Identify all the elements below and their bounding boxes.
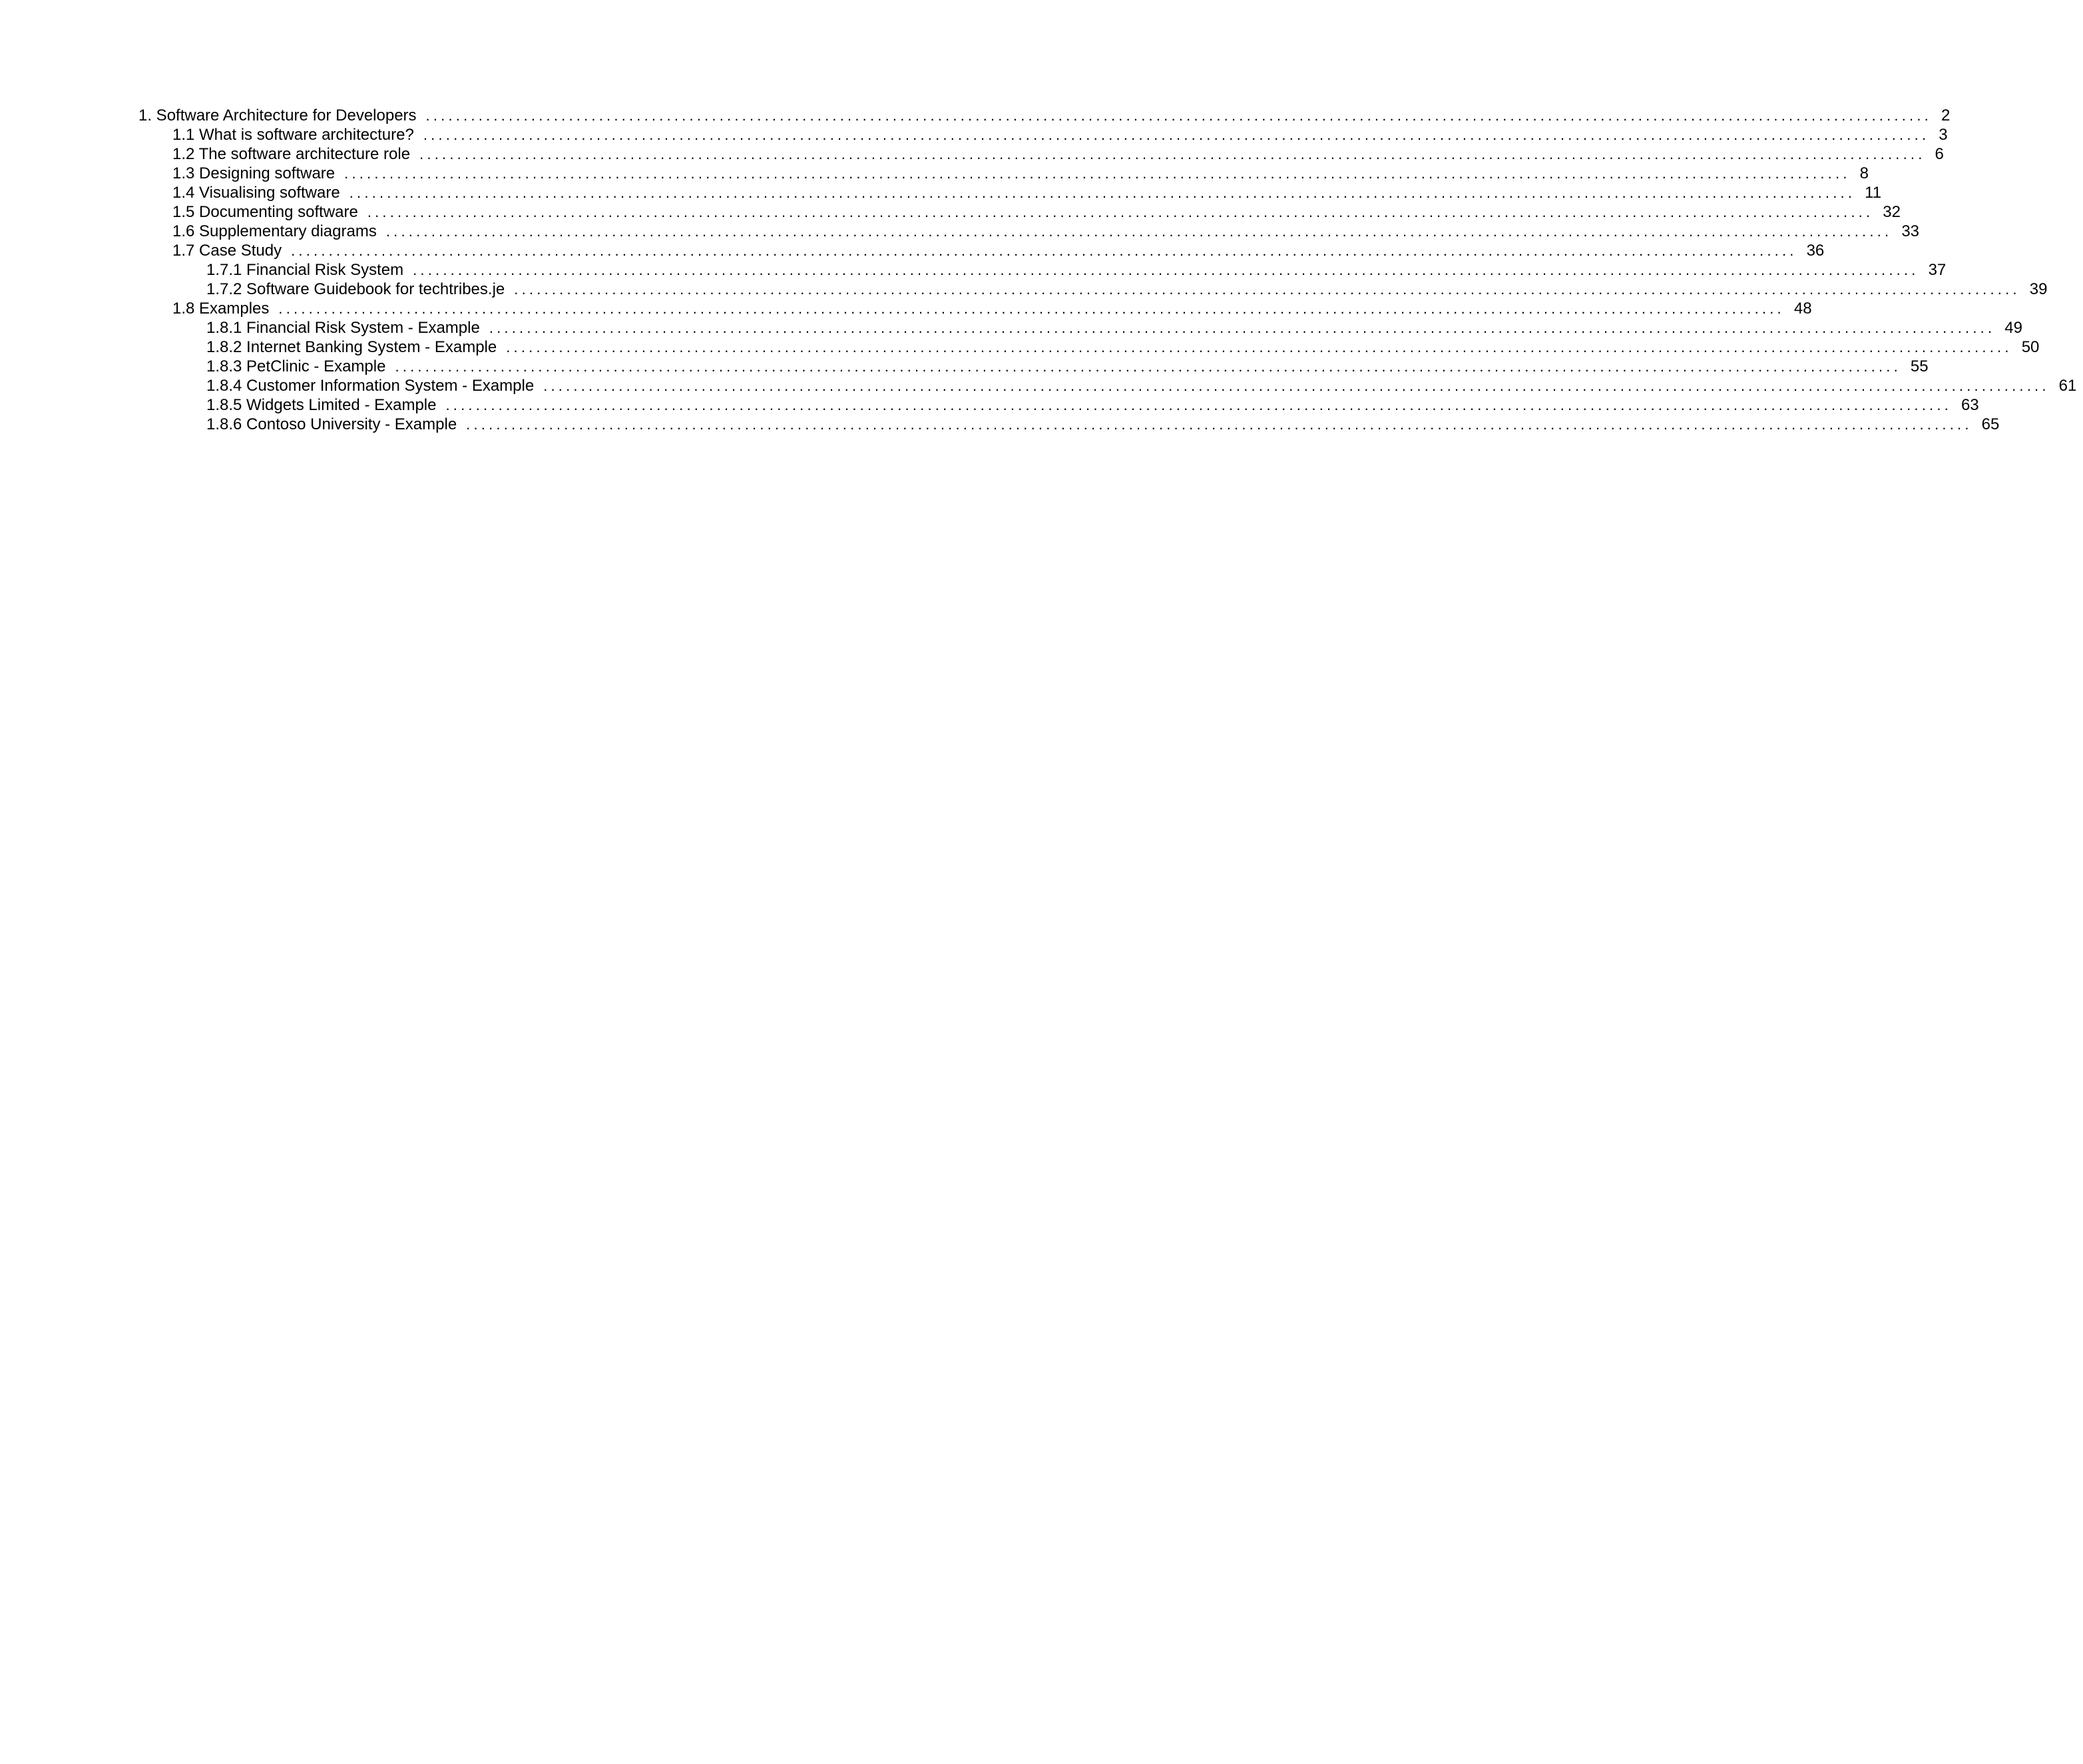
toc-dot-leader: ........................................................................................................................................................................................................: [506, 339, 2012, 355]
table-of-contents: [138, 106, 2077, 434]
toc-dot-leader: ........................................................................................................................................................................................................: [291, 242, 1797, 259]
toc-entry-page: 6: [1935, 145, 1944, 163]
toc-entry-title: 1.6 Supplementary diagrams: [172, 222, 377, 240]
toc-dot-leader: ........................................................................................................................................................................................................: [489, 320, 1996, 336]
toc-entry[interactable]: [138, 125, 1948, 144]
toc-entry-title: 1.8 Examples: [172, 300, 270, 318]
toc-entry-page: 8: [1859, 164, 1869, 182]
toc-entry-title: 1.4 Visualising software: [172, 184, 340, 202]
toc-entry-title: 1.8.6 Contoso University - Example: [206, 415, 457, 433]
toc-entry[interactable]: [138, 144, 1944, 164]
toc-dot-leader: ........................................................................................................................................................................................................: [445, 397, 1952, 413]
toc-dot-leader: ........................................................................................................................................................................................................: [385, 223, 1893, 240]
toc-entry-title: 1.2 The software architecture role: [172, 145, 411, 163]
toc-entry[interactable]: [138, 337, 2040, 357]
toc-entry-title: 1.8.4 Customer Information System - Example: [206, 377, 535, 395]
toc-entry-title: 1.5 Documenting software: [172, 203, 358, 221]
toc-entry-page: 49: [2004, 319, 2022, 337]
toc-dot-leader: ........................................................................................................................................................................................................: [423, 126, 1930, 143]
toc-dot-leader: ........................................................................................................................................................................................................: [419, 146, 1926, 162]
toc-dot-leader: ........................................................................................................................................................................................................: [425, 107, 1932, 124]
toc-entry-title: 1.8.5 Widgets Limited - Example: [206, 396, 437, 414]
toc-entry-page: 32: [1883, 203, 1901, 221]
toc-entry-title: 1.8.3 PetClinic - Example: [206, 357, 386, 375]
toc-entry[interactable]: [138, 357, 1929, 376]
toc-entry-page: 33: [1901, 222, 1920, 240]
toc-entry-title: 1.7 Case Study: [172, 242, 282, 260]
toc-dot-leader: ........................................................................................................................................................................................................: [514, 281, 2020, 298]
toc-dot-leader: ........................................................................................................................................................................................................: [367, 204, 1874, 220]
toc-entry[interactable]: [138, 280, 2048, 299]
toc-entry-title: 1.7.1 Financial Risk System: [206, 261, 404, 279]
toc-entry[interactable]: [138, 241, 1825, 260]
toc-entry[interactable]: [138, 202, 1901, 222]
toc-entry-page: 39: [2029, 280, 2048, 298]
toc-entry[interactable]: [138, 395, 1979, 415]
toc-entry[interactable]: [138, 376, 2077, 395]
toc-entry-page: 11: [1865, 184, 1882, 202]
toc-entry-page: 61: [2058, 377, 2077, 395]
toc-entry[interactable]: [138, 299, 1812, 318]
toc-entry-page: 50: [2021, 338, 2040, 356]
toc-entry-title: 1.8.2 Internet Banking System - Example: [206, 338, 497, 356]
toc-dot-leader: ........................................................................................................................................................................................................: [349, 184, 1856, 201]
toc-entry-page: 48: [1793, 300, 1812, 318]
toc-dot-leader: ........................................................................................................................................................................................................: [278, 300, 1785, 317]
toc-entry-title: 1.1 What is software architecture?: [172, 126, 414, 144]
toc-entry-page: 37: [1928, 261, 1947, 279]
toc-entry-title: 1.7.2 Software Guidebook for techtribes.je: [206, 280, 505, 298]
toc-entry-page: 2: [1941, 107, 1951, 124]
toc-entry[interactable]: [138, 415, 2000, 434]
toc-dot-leader: ........................................................................................................................................................................................................: [543, 377, 2050, 394]
toc-entry-title: 1.8.1 Financial Risk System - Example: [206, 319, 480, 337]
toc-entry[interactable]: [138, 183, 1882, 202]
toc-entry-title: 1.3 Designing software: [172, 164, 336, 182]
toc-entry[interactable]: [138, 164, 1869, 183]
toc-entry-title: 1. Software Architecture for Developers: [138, 107, 417, 124]
toc-entry-page: 36: [1806, 242, 1825, 260]
toc-entry[interactable]: [138, 318, 2022, 337]
toc-entry-page: 65: [1981, 415, 2000, 433]
toc-entry[interactable]: [138, 222, 1920, 241]
toc-entry-page: 3: [1939, 126, 1948, 144]
toc-entry[interactable]: [138, 106, 1951, 125]
toc-entry-page: 55: [1910, 357, 1929, 375]
toc-dot-leader: ........................................................................................................................................................................................................: [466, 416, 1972, 433]
toc-entry[interactable]: [138, 260, 1947, 280]
toc-dot-leader: ........................................................................................................................................................................................................: [413, 262, 1919, 278]
toc-entry-page: 63: [1961, 396, 1979, 414]
toc-dot-leader: ........................................................................................................................................................................................................: [395, 358, 1901, 375]
toc-dot-leader: ........................................................................................................................................................................................................: [344, 165, 1851, 182]
